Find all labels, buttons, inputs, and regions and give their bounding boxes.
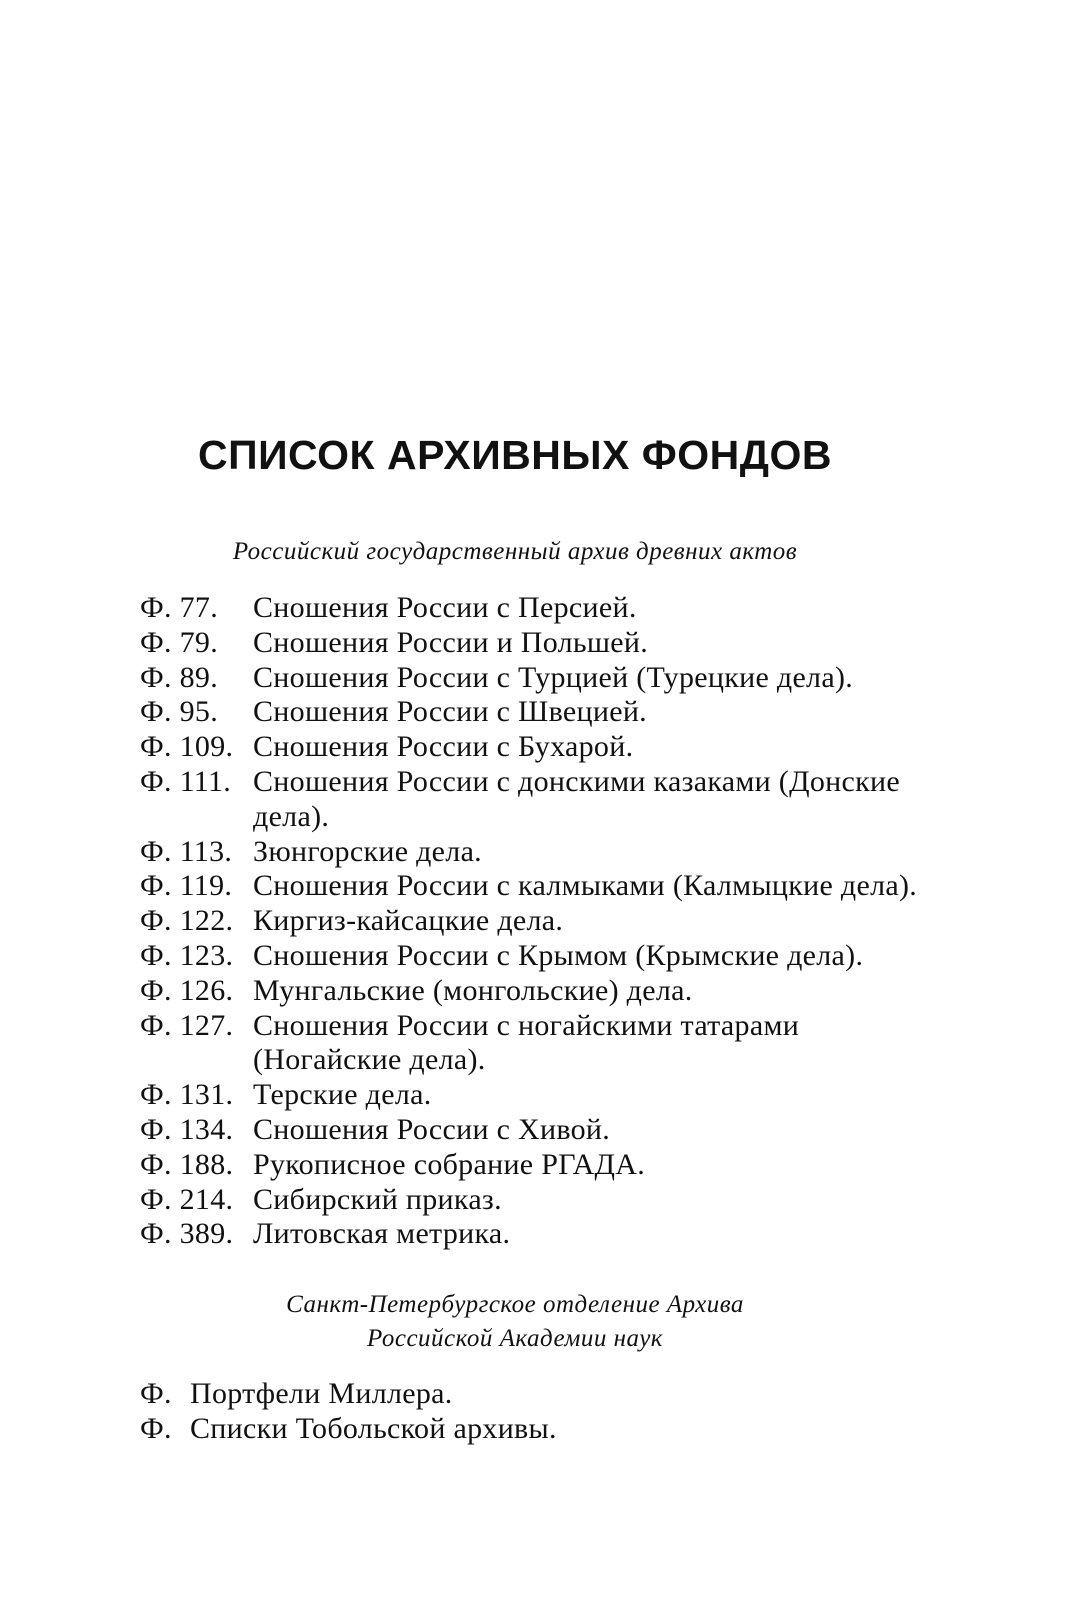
fond-number: Ф. 113. [140, 834, 233, 868]
fond-description: Зюнгорские дела. [253, 834, 482, 868]
list-item [140, 939, 1040, 974]
fond-description: Сношения России с калмыками (Калмыцкие дела). [253, 869, 918, 903]
fond-description: Сибирский приказ. [253, 1182, 502, 1216]
fond-number: Ф. 131. [140, 1078, 234, 1112]
fond-description: Мунгальские (монгольские) дела. [253, 973, 693, 1007]
fond-number: Ф. 123. [140, 938, 234, 972]
list-item [140, 974, 1040, 1009]
fond-number: Ф. 77. [140, 591, 219, 624]
list-item [140, 835, 1040, 870]
fond-number: Ф. 89. [140, 660, 219, 694]
page-title: СПИСОК АРХИВНЫХ ФОНДОВ [198, 432, 832, 478]
section-heading-rgada: Российский государственный архив древних актов [232, 538, 798, 565]
list-item [140, 730, 1040, 765]
list-item [140, 904, 1040, 939]
fond-number: Ф. 389. [140, 1217, 234, 1251]
fond-number: Ф. [140, 1411, 172, 1445]
fond-list-academy [140, 1377, 1040, 1447]
fond-number: Ф. 214. [140, 1182, 234, 1216]
list-item [140, 1377, 1040, 1412]
list-item [140, 661, 1040, 696]
section-heading-academy [0, 1288, 1030, 1356]
list-item [140, 626, 1040, 661]
fond-description: Сношения России с Крымом (Крымские дела). [253, 938, 864, 972]
fond-description: Терские дела. [253, 1078, 432, 1112]
fond-number: Ф. 119. [140, 869, 233, 903]
list-item [140, 1009, 1040, 1079]
fond-description: Сношения России и Польшей. [253, 625, 649, 659]
list-item [140, 1183, 1040, 1218]
fond-description: Рукописное собрание РГАДА. [253, 1147, 646, 1181]
fond-description: Сношения России с Швецией. [253, 695, 647, 729]
fond-description: Сношения России с Турцией (Турецкие дела). [253, 660, 854, 694]
fond-description: Сношения России с донскими казаками (Донские дела). [253, 764, 900, 833]
fond-number: Ф. 95. [140, 695, 219, 729]
list-item [140, 869, 1040, 904]
fond-description: Сношения России с ногайскими татарами (Ногайские дела). [253, 1008, 800, 1077]
fond-number: Ф. 111. [140, 764, 232, 798]
fond-number: Ф. 122. [140, 904, 234, 938]
list-item [140, 765, 1040, 835]
list-item [140, 591, 1040, 626]
fond-description: Портфели Миллера. [190, 1377, 453, 1410]
fond-list-rgada [140, 591, 1040, 1252]
fond-description: Списки Тобольской архивы. [190, 1411, 557, 1445]
fond-description: Киргиз-кайсацкие дела. [253, 904, 564, 938]
section-heading-line: Российской Академии наук [367, 1325, 663, 1352]
list-item [140, 1412, 1040, 1447]
list-item [140, 1078, 1040, 1113]
fond-number: Ф. 127. [140, 1008, 234, 1042]
fond-number: Ф. 126. [140, 973, 234, 1007]
list-item [140, 1148, 1040, 1183]
fond-number: Ф. [140, 1377, 172, 1410]
fond-number: Ф. 134. [140, 1112, 234, 1146]
fond-description: Литовская метрика. [253, 1217, 511, 1251]
list-item [140, 695, 1040, 730]
list-item [140, 1113, 1040, 1148]
list-item [140, 1217, 1040, 1252]
fond-description: Сношения России с Хивой. [253, 1112, 611, 1146]
section-heading-line: Санкт-Петербургское отделение Архива [286, 1291, 744, 1318]
fond-number: Ф. 188. [140, 1147, 234, 1181]
fond-number: Ф. 79. [140, 625, 219, 659]
fond-description: Сношения России с Персией. [253, 591, 637, 624]
fond-number: Ф. 109. [140, 730, 234, 764]
fond-description: Сношения России с Бухарой. [253, 730, 634, 764]
